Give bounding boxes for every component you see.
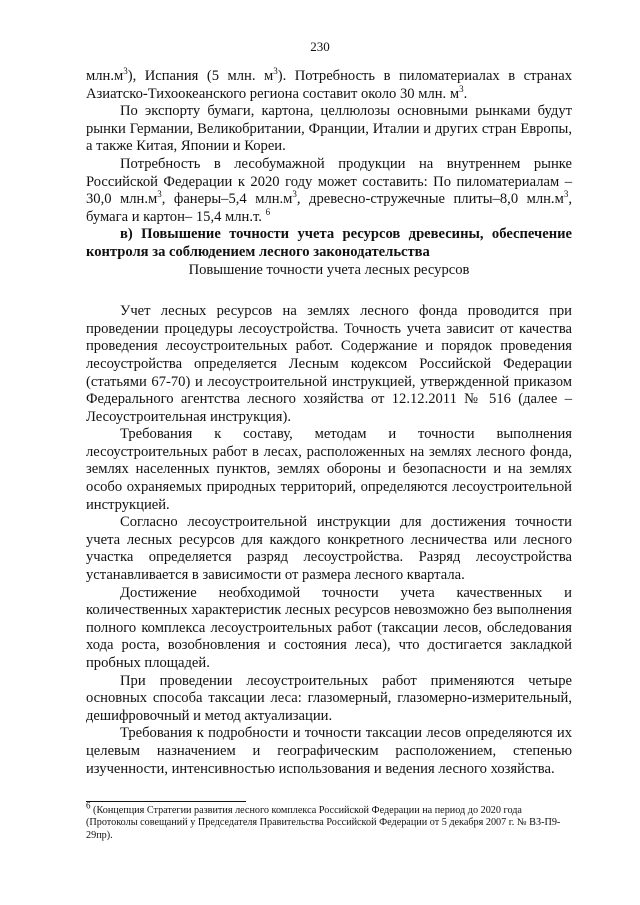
page-body bbox=[86, 68, 572, 778]
section-heading: в) Повышение точности учета ресурсов древесины, обеспечение контроля за соблюдением лесного законодательства bbox=[86, 226, 572, 260]
page-number: 230 bbox=[310, 39, 330, 54]
footnote-reference: 6 bbox=[265, 206, 271, 217]
footnote: $^6$ (Концепция Стратегии развития лесного комплекса Российской Федерации на период до 2020 года (Протоколы совещаний у Председателя Правительства Российской Федерации от 5 декабря 2007 г. № ВЗ-П9-29пр). bbox=[86, 800, 561, 841]
paragraph-paper-export: По экспорту бумаги, картона, целлюлозы основными рынками будут рынки Германии, Великобритании, Франции, Италии и других стран Европы, а также Китая, Японии и Кореи. bbox=[86, 103, 572, 155]
footnote-divider bbox=[86, 801, 246, 802]
paragraph-methods: При проведении лесоустроительных работ применяются четыре основных способа таксации леса: глазомерный, глазомерно-измерительный, дешифровочный и метод актуализации. bbox=[86, 672, 572, 724]
paragraph-domestic-demand: Потребность в лесобумажной продукции на внутреннем рынке Российской Федерации к 2020 году может составить: По пиломатериалам – 30,0 $млн.м^3$, фанеры–5,4 $млн.м^3$, древесно-стружечные плиты–8,0 $млн.м^3$, бумага и картон– 15,4 млн.т. $^6$ bbox=[86, 155, 572, 225]
paragraph-export-continuation: $млн.м^3$), Испания (5 млн. $м^3$). Потребность в пиломатериалах в странах Азиатско-Тихоокеанского региона составит около 30 млн. $м^3$. bbox=[86, 66, 572, 102]
paragraph-detail-requirements: Требования к подробности и точности таксации лесов определяются их целевым назначением и географическим расположением, степенью изученности, интенсивностью использования и ведения лесного хозяйства. bbox=[86, 725, 572, 777]
subsection-heading: Повышение точности учета лесных ресурсов bbox=[188, 261, 470, 278]
paragraph-requirements: Требования к составу, методам и точности выполнения лесоустроительных работ в лесах, расположенных на землях лесного фонда, землях населенных пунктов, землях обороны и безопасности и на землях особо охраняемых природных территорий, определяются лесоустроительной инструкцией. bbox=[86, 426, 572, 513]
paragraph-forest-accounting: Учет лесных ресурсов на землях лесного фонда проводится при проведении процедуры лесоустройства. Точность учета зависит от качества проведения лесоустроительных работ. Содержание и порядок проведения лесоустройства определяется Лесным кодексом Российской Федерации (статьями 67-70) и лесоустроительной инструкцией, утвержденной приказом Федерального агентства лесного хозяйства от 12.12.2011 № 516 (далее – Лесоустроительная инструкция). bbox=[86, 303, 572, 425]
paragraph-instruction: Согласно лесоустроительной инструкции для достижения точности учета лесных ресурсов для каждого конкретного лесничества или лесного участка определяется разряд лесоустройства. Разряд лесоустройства устанавливается в зависимости от размера лесного квартала. bbox=[86, 514, 572, 584]
paragraph-precision: Достижение необходимой точности учета качественных и количественных характеристик лесных ресурсов невозможно без выполнения полного комплекса лесоустроительных работ (таксации лесов, обследования хода роста, возобновления и состояния леса), что достигается закладкой пробных площадей. bbox=[86, 584, 572, 671]
